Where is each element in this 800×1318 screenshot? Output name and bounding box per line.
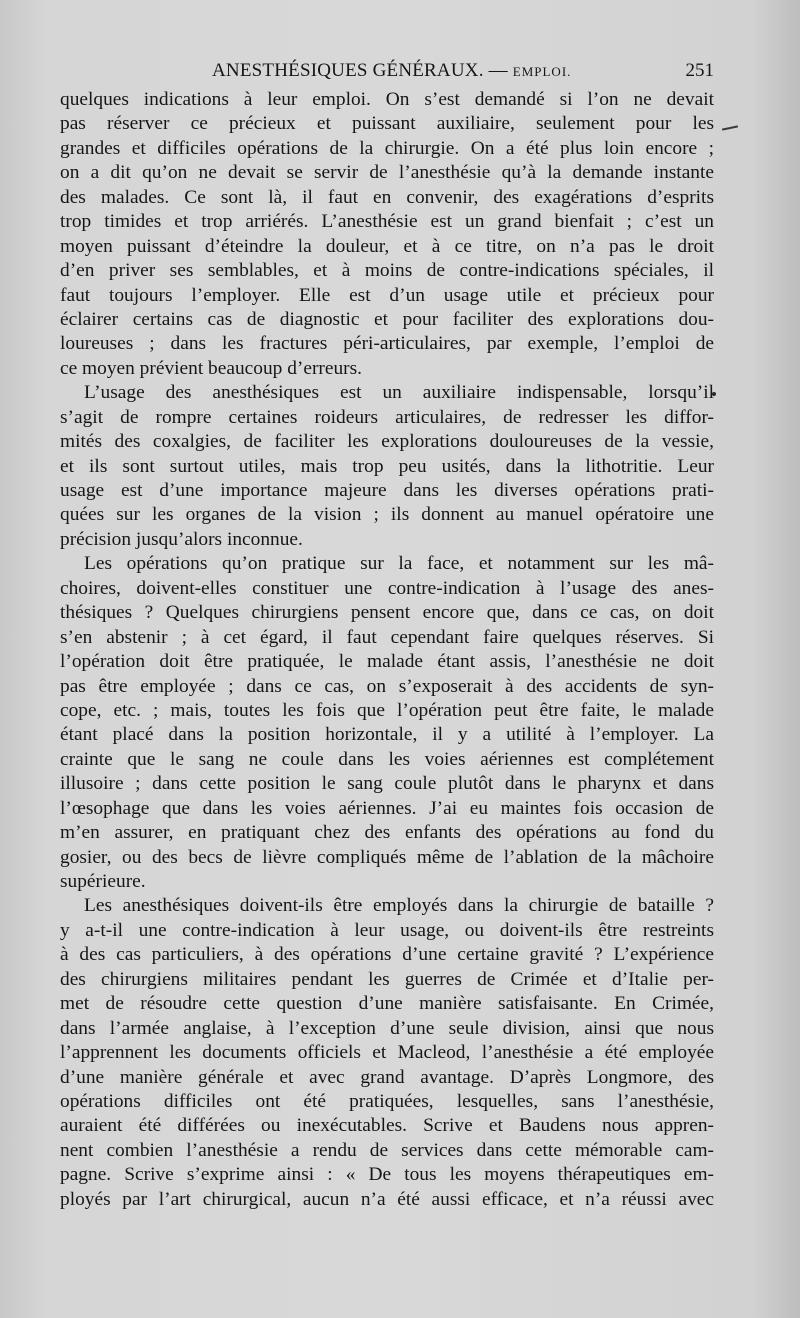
text-line: faut toujours l’employer. Elle est d’un usage utile et précieux pour <box>60 284 714 306</box>
text-line: Les opérations qu’on pratique sur la face, et notamment sur les mâ- <box>84 553 714 575</box>
text-line: illusoire ; dans cette position le sang coule plutôt dans le pharynx et dans <box>60 773 714 795</box>
text-line: grandes et difficiles opérations de la chirurgie. On a été plus loin encore ; <box>60 137 714 159</box>
text-line: crainte que le sang ne coule dans les voies aériennes est complétement <box>60 748 714 770</box>
text-line: précision jusqu’alors inconnue. <box>60 528 303 550</box>
text-line: dans l’armée anglaise, à l’exception d’une seule division, ainsi que nous <box>60 1017 714 1039</box>
running-head <box>212 60 571 82</box>
text-line: ce moyen prévient beaucoup d’erreurs. <box>60 357 363 379</box>
text-line: d’en priver ses semblables, et à moins de contre-indications spéciales, il <box>60 260 714 282</box>
text-line: nent combien l’anesthésie a rendu de services dans cette mémorable cam- <box>60 1139 714 1161</box>
paragraph <box>60 552 714 894</box>
text-line: L’usage des anesthésiques est un auxiliaire indispensable, lorsqu’il <box>84 382 714 404</box>
text-line: y a-t-il une contre-indication à leur usage, ou doivent-ils être restreints <box>60 919 714 941</box>
text-line: des chirurgiens militaires pendant les guerres de Crimée et d’Italie per- <box>60 968 714 990</box>
text-line: l’apprennent les documents officiels et Macleod, l’anesthésie a été employée <box>60 1042 714 1064</box>
text-line: trop timides et trop arriérés. L’anesthésie est un grand bienfait ; c’est un <box>60 211 714 233</box>
text-line: étant placé dans la position horizontale, il y a utilité à l’employer. La <box>60 724 714 746</box>
text-line: s’agit de rompre certaines roideurs articulaires, de redresser les diffor- <box>60 406 714 428</box>
paragraph <box>60 381 714 552</box>
text-line: pas réserver ce précieux et puissant auxiliaire, seulement pour les <box>60 113 714 135</box>
text-line: met de résoudre cette question d’une manière satisfaisante. En Crimée, <box>60 993 714 1015</box>
text-line: choires, doivent-elles constituer une contre-indication à l’usage des anes- <box>60 577 714 599</box>
page-header <box>60 60 714 82</box>
text-line: et ils sont surtout utiles, mais trop peu usités, dans la lithotritie. Leur <box>60 455 714 477</box>
text-line: mités des coxalgies, de faciliter les explorations douloureuses de la vessie, <box>60 431 714 453</box>
text-line: usage est d’une importance majeure dans les diverses opérations prati- <box>60 480 714 501</box>
text-line: s’en abstenir ; à cet égard, il faut cependant faire quelques réserves. Si <box>60 626 714 648</box>
text-line: m’en assurer, en pratiquant chez des enfants des opérations au fond du <box>60 822 714 844</box>
section-label: EMPLOI. <box>512 64 572 79</box>
running-title: ANESTHÉSIQUES GÉNÉRAUX. <box>212 60 484 81</box>
page-number: 251 <box>685 60 714 81</box>
text-line: ployés par l’art chirurgical, aucun n’a été aussi efficace, et n’a réussi avec <box>60 1188 714 1210</box>
header-separator: — <box>488 60 508 81</box>
text-line: pas être employée ; dans ce cas, on s’exposerait à des accidents de syn- <box>60 675 714 697</box>
text-line: l’œsophage que dans les voies aériennes. J’ai eu maintes fois occasion de <box>60 797 714 819</box>
text-line: moyen puissant d’éteindre la douleur, et à ce titre, on n’a pas le droit <box>60 235 714 257</box>
text-line: pagne. Scrive s’exprime ainsi : « De tous les moyens thérapeutiques em- <box>60 1164 714 1186</box>
text-line: quelques indications à leur emploi. On s’est demandé si l’on ne devait <box>60 89 714 110</box>
text-line: cope, etc. ; mais, toutes les fois que l’opération peut être faite, le malade <box>60 699 714 721</box>
text-line: des malades. Ce sont là, il faut en convenir, des exagérations d’esprits <box>60 186 714 208</box>
text-line: supérieure. <box>60 871 146 892</box>
paragraph <box>60 894 714 1212</box>
text-line: thésiques ? Quelques chirurgiens pensent encore que, dans ce cas, on doit <box>60 602 714 624</box>
text-line: loureuses ; dans les fractures péri-articulaires, par exemple, l’emploi de <box>60 333 714 355</box>
body-text <box>60 88 714 1212</box>
margin-dash-mark <box>722 125 738 130</box>
text-line: gosier, ou des becs de lièvre compliqués même de l’ablation de la mâchoire <box>60 846 714 868</box>
text-line: d’une manière générale et avec grand avantage. D’après Longmore, des <box>60 1066 714 1088</box>
text-line: à des cas particuliers, à des opérations d’une certaine gravité ? L’expérience <box>60 944 714 966</box>
paragraph <box>60 88 714 381</box>
text-line: opérations difficiles ont été pratiquées, lesquelles, sans l’anesthésie, <box>60 1090 714 1112</box>
text-line: l’opération doit être pratiquée, le malade étant assis, l’anesthésie ne doit <box>60 651 714 673</box>
text-line: éclairer certains cas de diagnostic et pour faciliter des explorations dou- <box>60 308 714 330</box>
text-line: Les anesthésiques doivent-ils être employés dans la chirurgie de bataille ? <box>84 895 714 917</box>
text-line: on a dit qu’on ne devait se servir de l’anesthésie qu’à la demande instante <box>60 162 714 184</box>
text-line: quées sur les organes de la vision ; ils donnent au manuel opératoire une <box>60 504 714 526</box>
text-line: auraient été différées ou inexécutables. Scrive et Baudens nous appren- <box>60 1115 714 1137</box>
